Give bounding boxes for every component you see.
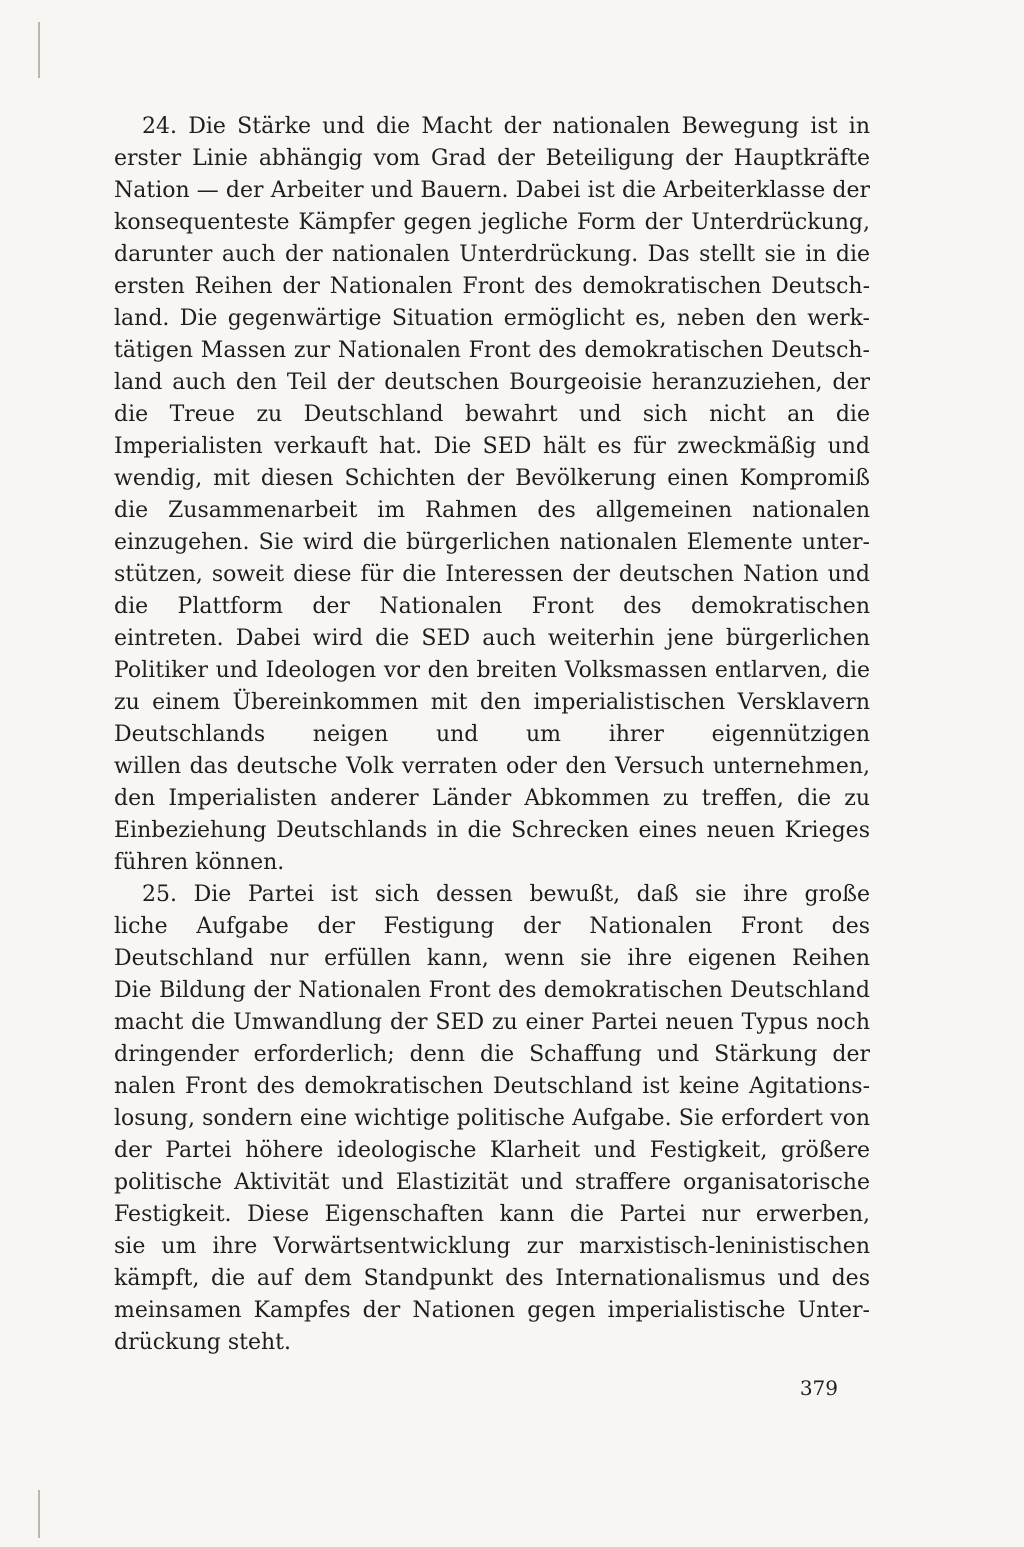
page-number: 379 [799, 1376, 838, 1400]
text-line: Deutschland nur erfüllen kann, wenn sie ihre eigenen Reihen [114, 946, 870, 971]
text-line: die Treue zu Deutschland bewahrt und sich nicht an die [114, 402, 870, 427]
text-line: die Plattform der Nationalen Front des demokratischen [114, 594, 870, 619]
text-line: wendig, mit diesen Schichten der Bevölkerung einen Kompromiß [114, 466, 870, 491]
margin-mark-bottom [38, 1490, 40, 1538]
text-line: drückung steht. [114, 1330, 291, 1355]
text-line: land. Die gegenwärtige Situation ermöglicht es, neben den werk- [114, 306, 870, 331]
text-line: führen können. [114, 850, 285, 875]
text-line: tätigen Massen zur Nationalen Front des demokratischen Deutsch- [114, 338, 870, 363]
text-line: land auch den Teil der deutschen Bourgeoisie heranzuziehen, der [114, 370, 870, 395]
text-line: einzugehen. Sie wird die bürgerlichen nationalen Elemente unter- [114, 530, 870, 555]
text-line: willen das deutsche Volk verraten oder den Versuch unternehmen, [114, 754, 870, 779]
text-line: stützen, soweit diese für die Interessen der deutschen Nation und [114, 562, 870, 587]
text-line: meinsamen Kampfes der Nationen gegen imperialistische Unter- [114, 1298, 870, 1323]
text-line: der Partei höhere ideologische Klarheit und Festigkeit, größere [114, 1138, 870, 1163]
text-line: Festigkeit. Diese Eigenschaften kann die Partei nur erwerben, [114, 1202, 870, 1227]
paragraph-24 [114, 111, 870, 879]
text-line: den Imperialisten anderer Länder Abkommen zu treffen, die zu [114, 786, 870, 811]
text-line: eintreten. Dabei wird die SED auch weiterhin jene bürgerlichen [114, 626, 870, 651]
text-line: liche Aufgabe der Festigung der Nationalen Front des [114, 914, 870, 939]
body-text [114, 111, 870, 1359]
text-line: Einbeziehung Deutschlands in die Schrecken eines neuen Krieges [114, 818, 870, 843]
text-line: Politiker und Ideologen vor den breiten Volksmassen entlarven, die [114, 658, 870, 683]
text-line: konsequenteste Kämpfer gegen jegliche Form der Unterdrückung, [114, 210, 870, 235]
text-line: erster Linie abhängig vom Grad der Beteiligung der Hauptkräfte [114, 146, 870, 171]
text-line: Imperialisten verkauft hat. Die SED hält es für zweckmäßig und [114, 434, 870, 459]
text-line: Nation — der Arbeiter und Bauern. Dabei ist die Arbeiterklasse der [114, 178, 870, 203]
text-line: dringender erforderlich; denn die Schaffung und Stärkung der [114, 1042, 870, 1067]
text-line: 25. Die Partei ist sich dessen bewußt, daß sie ihre große [142, 882, 870, 907]
text-line: nalen Front des demokratischen Deutschland ist keine Agitations- [114, 1074, 870, 1099]
text-line: zu einem Übereinkommen mit den imperialistischen Versklavern [114, 690, 870, 715]
text-line: Deutschlands neigen und um ihrer eigennützigen [114, 722, 870, 747]
margin-mark-top [38, 22, 40, 78]
text-line: ersten Reihen der Nationalen Front des demokratischen Deutsch- [114, 274, 870, 299]
paragraph-25 [114, 879, 870, 1359]
text-line: losung, sondern eine wichtige politische Aufgabe. Sie erfordert von [114, 1106, 870, 1131]
text-line: darunter auch der nationalen Unterdrückung. Das stellt sie in die [114, 242, 870, 267]
text-line: 24. Die Stärke und die Macht der nationalen Bewegung ist in [142, 114, 870, 139]
text-line: die Zusammenarbeit im Rahmen des allgemeinen nationalen [114, 498, 870, 523]
text-line: Die Bildung der Nationalen Front des demokratischen Deutschland [114, 978, 870, 1003]
text-line: macht die Umwandlung der SED zu einer Partei neuen Typus noch [114, 1010, 870, 1035]
text-line: sie um ihre Vorwärtsentwicklung zur marxistisch-leninistischen [114, 1234, 870, 1259]
text-line: kämpft, die auf dem Standpunkt des Internationalismus und des [114, 1266, 870, 1291]
text-line: politische Aktivität und Elastizität und straffere organisatorische [114, 1170, 870, 1195]
